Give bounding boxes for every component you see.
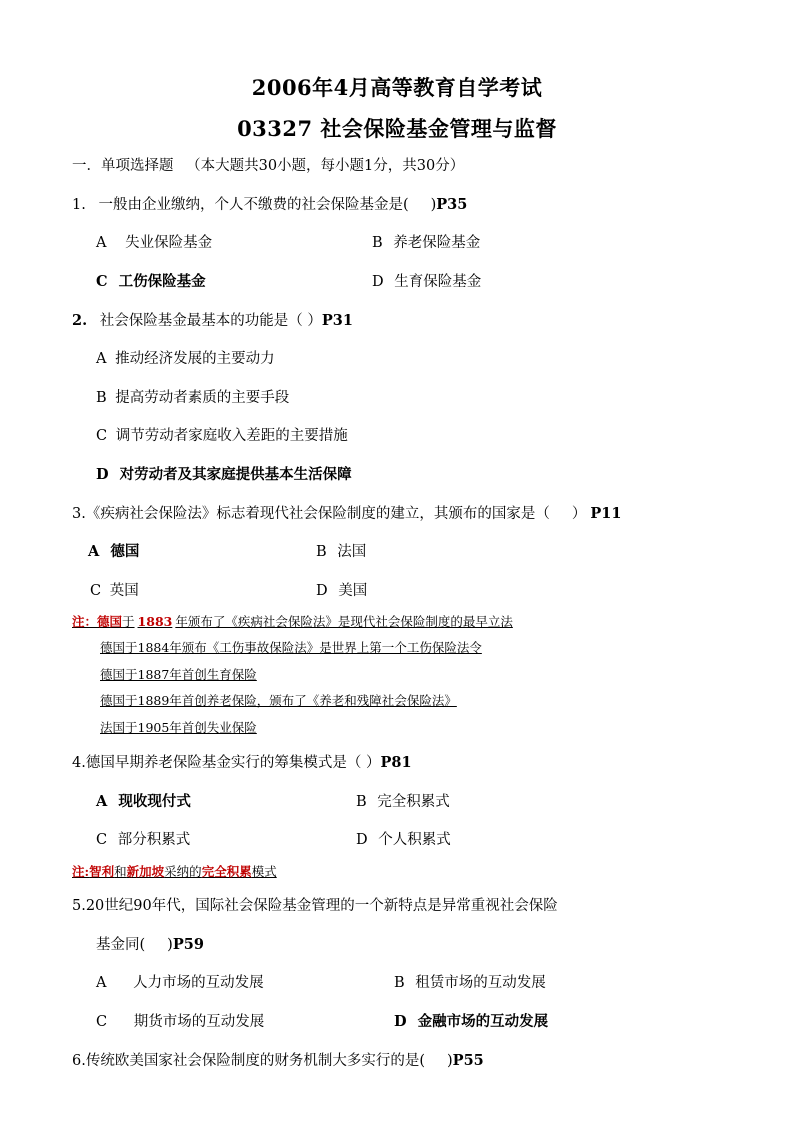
answer-bracket-close: ) [430,197,437,213]
page-ref: P31 [321,312,353,329]
option-text: 工伤保险基金 [118,273,206,290]
answer-bracket-close: ) [167,937,173,953]
exam-subtitle: 03327 社会保险基金管理与监督 [237,116,557,141]
option-b [316,543,366,561]
option-letter: A [96,351,107,367]
exam-title: 2006年4月高等教育自学考试 [251,75,543,100]
note-label: 注: [72,864,90,879]
option-letter: B [96,390,107,406]
option-b [96,389,289,407]
option-letter: C [90,583,102,599]
note-country: 新加坡 [126,864,165,879]
option-text: 个人积累式 [378,832,451,848]
note-label: 注： [72,614,98,629]
option-text: 养老保险基金 [393,235,481,251]
option-text: 金融市场的互动发展 [417,1013,549,1030]
option-text: 对劳动者及其家庭提供基本生活保障 [119,466,352,483]
note-keyword: 完全积累 [201,864,252,879]
option-text: 提高劳动者素质的主要手段 [115,390,290,406]
note-text: 年颁布了《疾病社会保险法》是现代社会保险制度的最早立法 [175,614,513,629]
option-d [356,831,451,849]
option-letter: D [96,466,109,483]
option-text: 人力市场的互动发展 [133,975,264,991]
option-text: 租赁市场的互动发展 [415,975,546,991]
question-1 [72,196,467,214]
question-text: 社会保险基金最基本的功能是（ ） [99,313,322,329]
answer-bracket-close: ） [571,506,587,522]
section-desc: （本大题共30小题，每小题1分，共30分） [186,158,465,174]
note-line-1 [72,613,513,631]
question-5-line-1: 5.20世纪90年代，国际社会保险基金管理的一个新特点是异常重视社会保险 [72,898,558,914]
option-text: 美国 [338,583,368,599]
note-line-2: 德国于1884年颁布《工伤事故保险法》是世界上第一个工伤保险法令 [100,640,482,655]
note-text: 模式 [251,864,277,879]
option-b [372,234,480,252]
option-text: 德国 [110,543,140,560]
note-line-3: 德国于1887年首创生育保险 [100,667,257,682]
option-letter: C [96,273,108,290]
note-line-5: 法国于1905年首创失业保险 [100,720,257,735]
question-text: 6.传统欧美国家社会保险制度的财务机制大多实行的是( [72,1053,425,1069]
note-line-4: 德国于1889年首创养老保险，颁布了《养老和残障社会保险法》 [100,693,457,708]
note-text: 于 [122,614,135,629]
option-letter: A [96,793,108,810]
question-number: 2. [72,312,88,329]
option-d [316,582,367,600]
option-c [96,427,348,445]
option-text: 期货市场的互动发展 [133,1014,265,1030]
page-ref: P59 [172,936,204,953]
option-letter: C [96,1014,108,1030]
option-b [356,793,450,811]
option-text: 英国 [109,583,139,599]
page-ref: P81 [380,754,412,771]
option-text: 法国 [337,544,367,560]
page-ref: P35 [436,196,468,213]
note-text: 和 [114,864,127,879]
note-year: 1883 [137,614,173,629]
question-text: 3.《疾病社会保险法》标志着现代社会保险制度的建立，其颁布的国家是（ [72,506,550,522]
question-text: 4.德国早期养老保险基金实行的筹集模式是（ ） [72,755,381,771]
note-text: 采纳的 [164,864,202,879]
option-text: 推动经济发展的主要动力 [115,351,275,367]
option-c [90,582,139,600]
option-letter: D [316,583,328,599]
question-5-line-2 [96,936,204,954]
page-ref: P11 [590,505,622,522]
option-d [372,273,481,291]
option-text: 调节劳动者家庭收入差距的主要措施 [115,428,348,444]
option-d-correct [96,466,352,484]
option-letter: D [356,832,368,848]
note-line-q4 [72,863,277,881]
option-a [96,234,212,252]
option-a-correct [88,543,139,561]
option-text: 失业保险基金 [125,235,213,251]
page-ref: P55 [452,1052,484,1069]
option-c-correct [96,273,206,291]
question-2 [72,312,353,330]
option-letter: B [394,975,405,991]
option-text: 生育保险基金 [394,274,482,290]
option-b [394,974,546,992]
option-letter: C [96,832,108,848]
question-3 [72,505,621,523]
option-letter: A [88,543,100,560]
option-text: 部分积累式 [117,832,191,848]
question-4 [72,754,412,772]
option-a [96,350,275,368]
section-label: 一．单项选择题 [72,158,174,174]
option-d-correct [394,1013,548,1031]
option-text: 现收现付式 [118,793,191,810]
option-c [96,1013,264,1031]
option-letter: D [394,1013,407,1030]
option-letter: B [316,544,327,560]
note-country: 德国 [97,614,123,629]
section-heading [72,157,464,175]
question-number: 1. [72,197,86,213]
option-letter: A [96,975,107,991]
option-a [96,974,264,992]
option-letter: C [96,428,108,444]
option-text: 完全积累式 [377,794,450,810]
question-6 [72,1052,484,1070]
option-c [96,831,190,849]
option-letter: B [356,794,367,810]
question-text: 一般由企业缴纳，个人不缴费的社会保险基金是( [98,197,409,213]
option-letter: B [372,235,383,251]
answer-bracket-close: ) [447,1053,453,1069]
question-text: 基金同( [96,937,146,953]
option-letter: D [372,274,384,290]
note-country: 智利 [89,864,115,879]
option-letter: A [96,235,107,251]
option-a-correct [96,793,191,811]
